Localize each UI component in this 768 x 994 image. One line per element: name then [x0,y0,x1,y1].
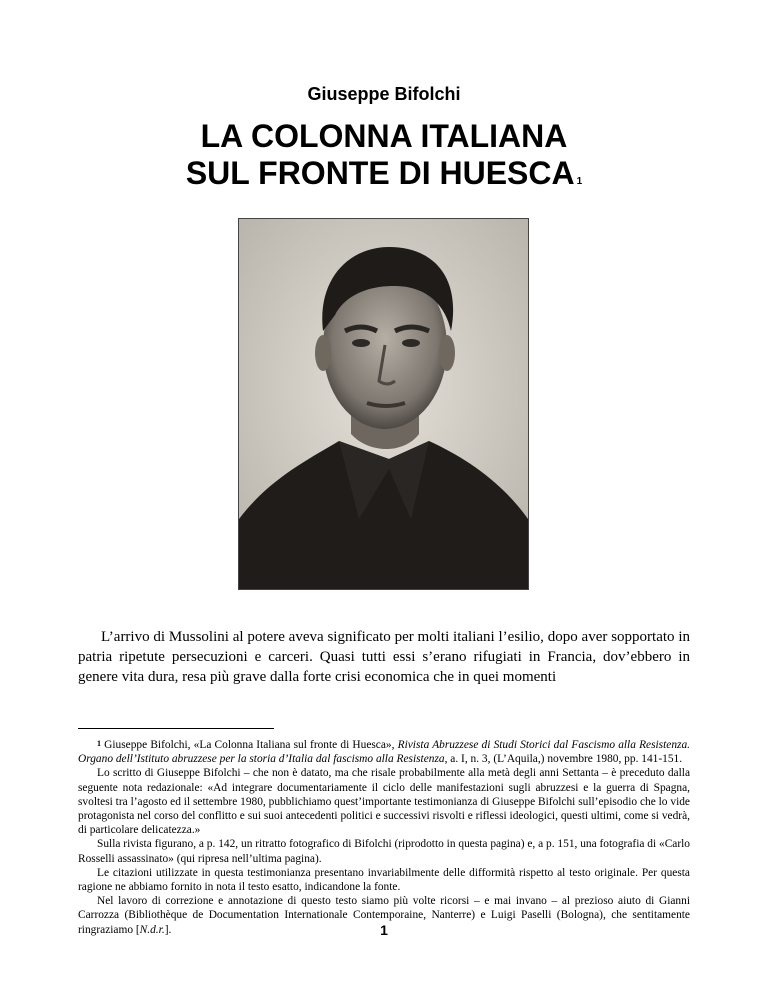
footnotes [78,738,690,937]
footnote-number: 1 [97,739,101,748]
footnote-citation-details: , a. I, n. 3, (L’Aquila,) novembre 1980, pp. 141-151. [444,753,683,766]
footnote-acknowledgement: Nel lavoro di correzione e annotazione di questo testo siamo più volte ricorsi – e mai invano – al prezioso aiuto di Gianni Carrozza (Bibliothèque de Documentation Internationale Contemporaine, Nanterre) e Luigi Paselli (Bologna), che sentitamente ringraziamo [ [78,895,690,936]
title-line-2 [0,155,768,192]
footnote-citation-text: Giuseppe Bifolchi, «La Colonna Italiana sul fronte di Huesca», [101,739,398,751]
footnote-divider [78,728,274,729]
title-line-1: LA COLONNA ITALIANA [200,118,568,154]
footnote-paragraph-4: Le citazioni utilizzate in questa testimonianza presentano invariabilmente delle difformità rispetto al testo originale. Per questa ragione ne abbiamo fornito in nota il testo esatto, indicandone la fonte. [78,866,690,894]
footnote-ndr: N.d.r. [139,923,165,936]
portrait-photo [238,218,529,590]
footnote-journal-title: Rivista Abruzzese di Studi Storici dal Fascismo alla Resistenza. Organo dell’Istituto abruzzese per la storia d’Italia dal fascismo alla Resistenza [78,739,690,766]
footnote-paragraph-3: Sulla rivista figurano, a p. 142, un ritratto fotografico di Bifolchi (riprodotto in questa pagina) e, a p. 151, una fotografia di «Carlo Rosselli assassinato» (qui ripresa nell’ultima pagina). [78,838,690,865]
article-title [0,118,768,192]
portrait-photo-icon [239,219,528,589]
footnote-1 [78,738,690,766]
title-line-2-text: SUL FRONTE DI HUESCA [185,155,575,191]
author-name: Giuseppe Bifolchi [307,84,461,104]
title-footnote-ref: 1 [576,176,583,187]
footnote-paragraph-2: Lo scritto di Giuseppe Bifolchi – che non è datato, ma che risale probabilmente alla metà degli anni Settanta – è preceduto dalla seguente nota redazionale: «Ad integrare documentariamente il ciclo delle manifestazioni sugli abruzzesi e la guerra di Spagna, svoltesi tra l’agosto ed il settembre 1980, pubblichiamo quest’importante testimonianza di Giuseppe Bifolchi sull’episodio che lo vide protagonista nel corso del conflitto e sui suoi antecedenti politici e successivi risvolti e riflessi ideologici, questi ultimi, come si vedrà, di particolare delicatezza.» [78,767,690,837]
page-number: 1 [380,922,388,938]
body-paragraph: L’arrivo di Mussolini al potere aveva significato per molti italiani l’esilio, dopo aver sopportato in patria ripetute persecuzioni e carceri. Quasi tutti essi s’erano rifugiati in Francia, dov’ebbero in genere vita dura, resa più grave dalla forte crisi economica che in quei momenti [78,629,690,685]
footnote-closing: ]. [164,923,172,936]
